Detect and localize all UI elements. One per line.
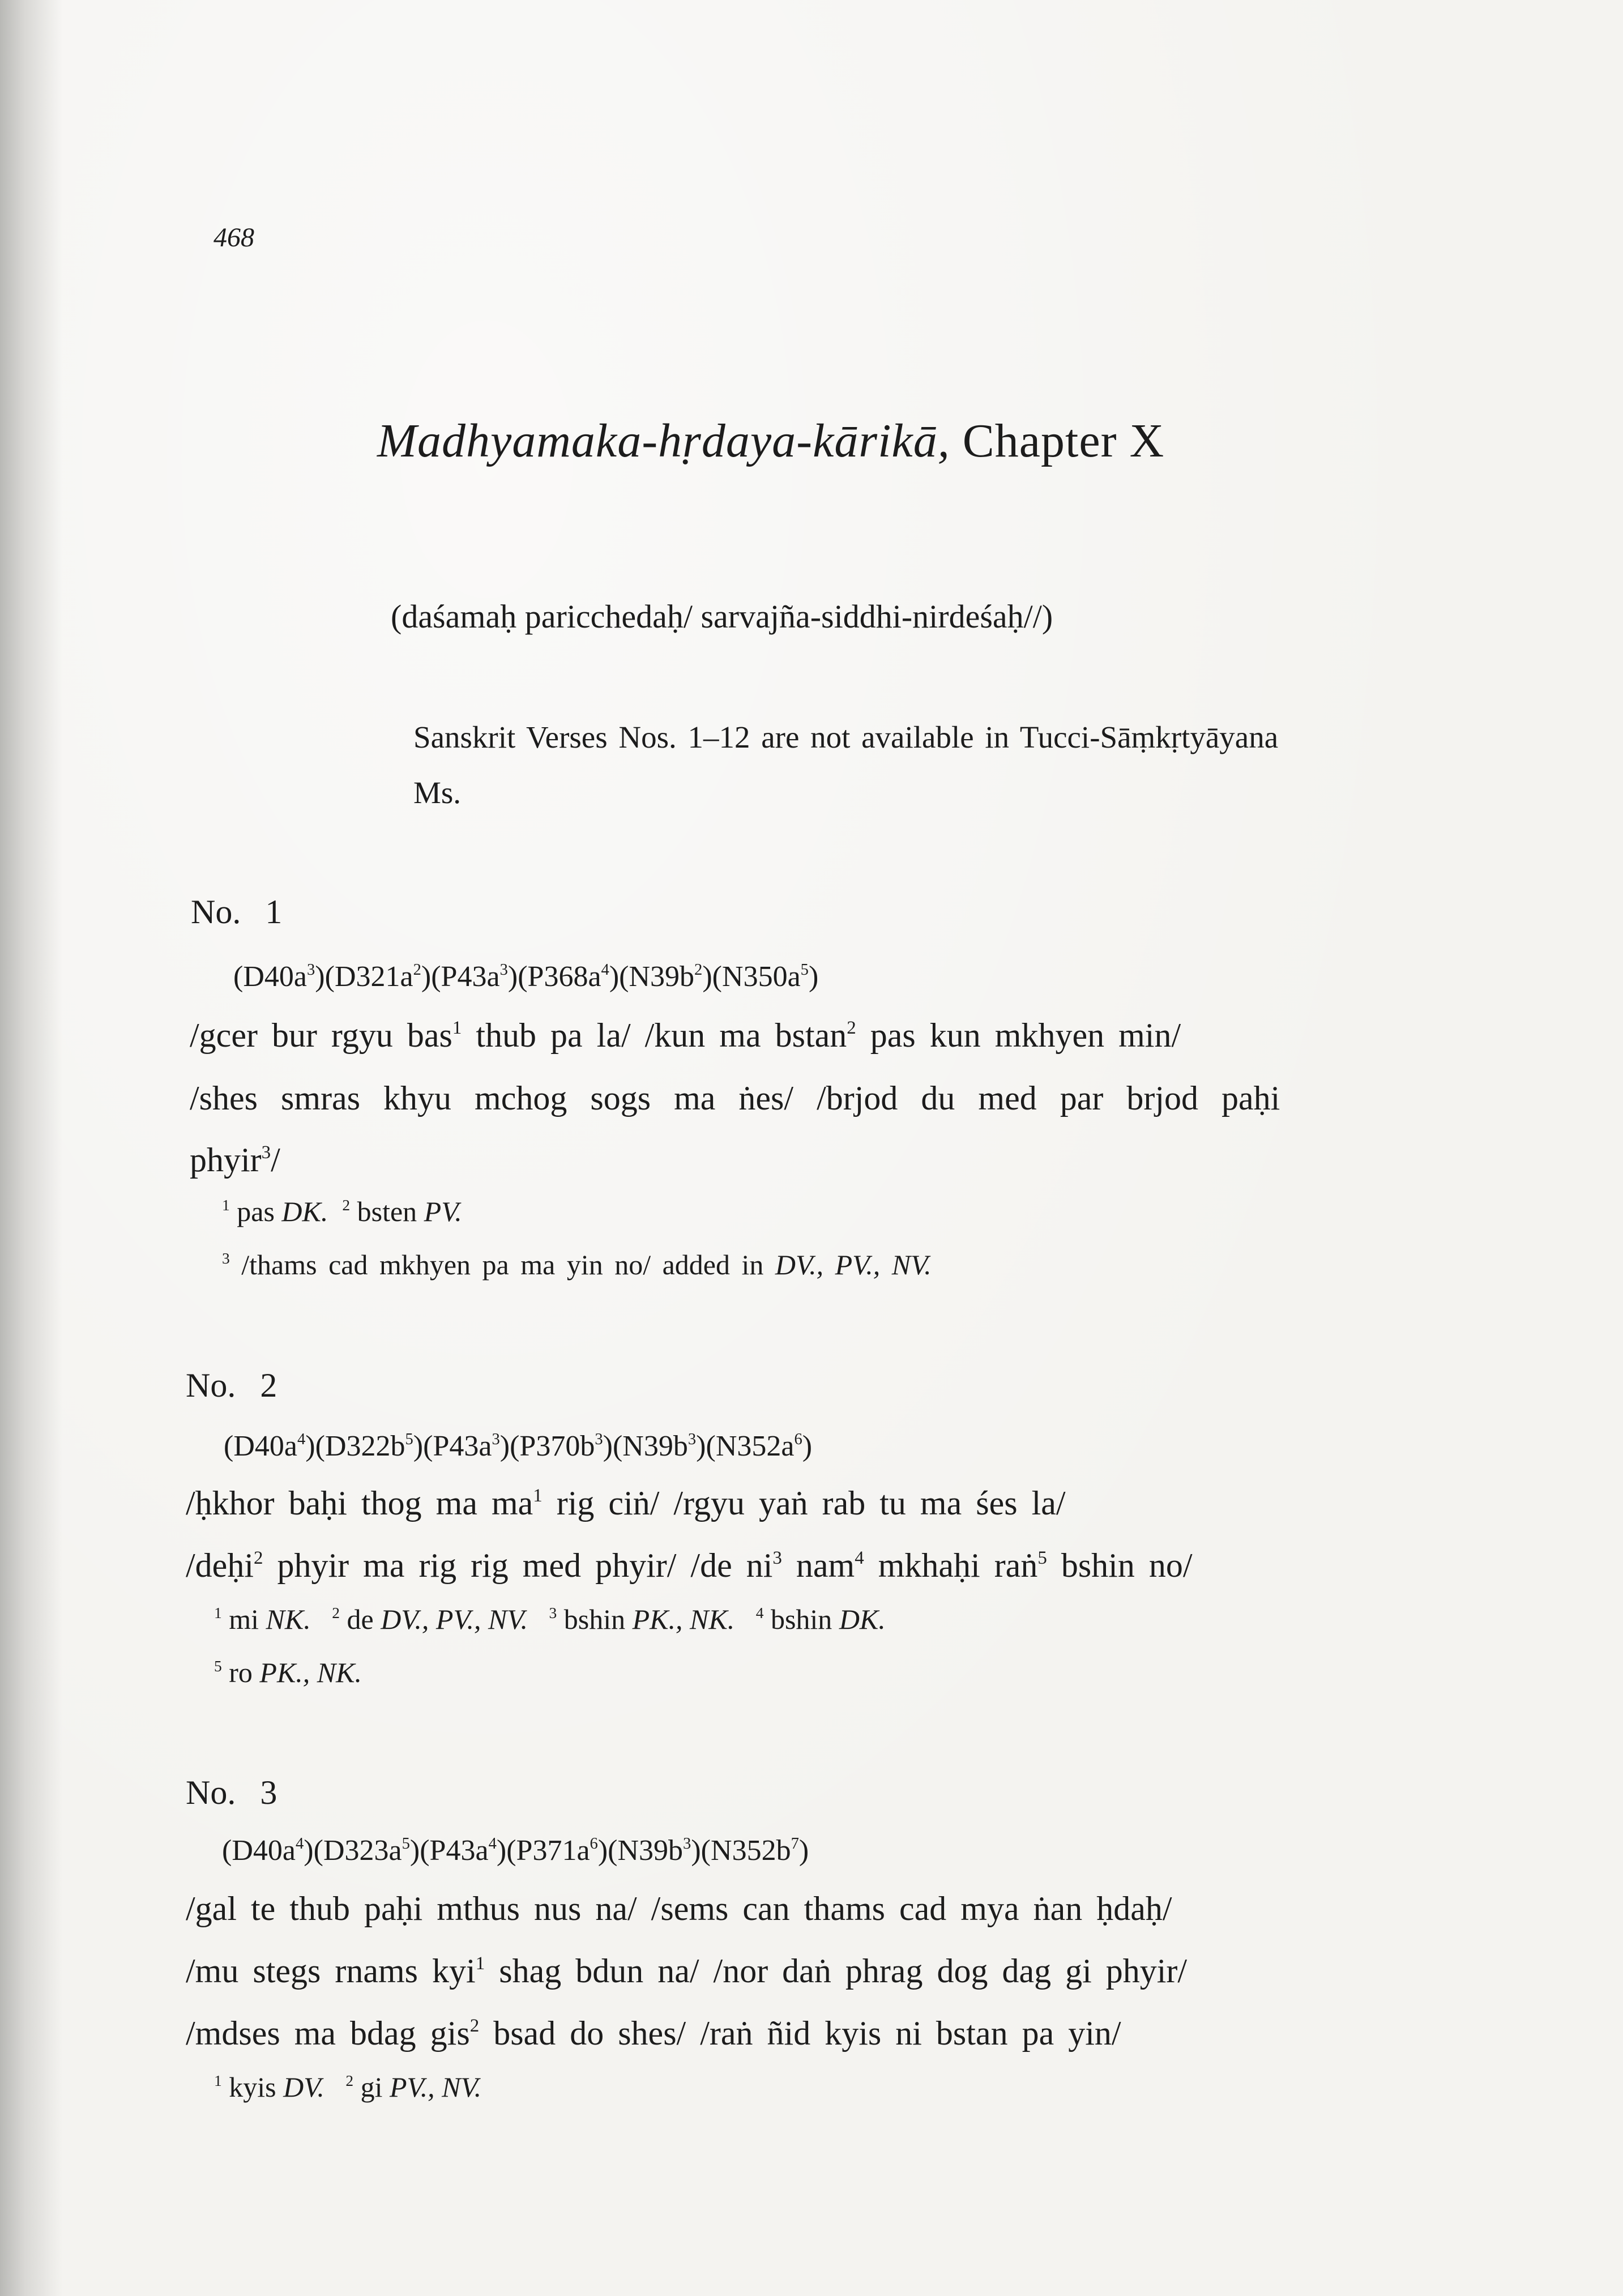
availability-note-line1: Sanskrit Verses Nos. 1–12 are not available in Tucci-Sāṃkṛtyāyana — [413, 720, 1279, 754]
verse-1-line-1: /gcer bur rgyu bas$^1$ thub pa la/ /kun ma bstan$^2$ pas kun mkhyen min/ — [190, 1017, 1181, 1054]
verse-3-line-2: /mu stegs rnams kyi$^1$ shag bdun na/ /nor daṅ phrag dog dag gi phyir/ — [186, 1952, 1188, 1990]
verse-1-footnote-2: $^3$ /thams cad mkhyen pa ma yin no/ added in DV., PV., NV. — [222, 1249, 932, 1281]
verse-2-line-2: /deḥi$^2$ phyir ma rig rig med phyir/ /de $ni^3$ nam$^4$ mkhaḥi raṅ$^5$ bshin no/ — [186, 1547, 1193, 1584]
chapter-subtitle: (daśamaḥ paricchedaḥ/ sarvajña-siddhi-nirdeśaḥ//) — [391, 598, 1053, 635]
verse-3-refs: $(D40a^4)(D323a^5)(P43a^4)(P371a^6)(N39b^3)(N352b^7)$ — [222, 1834, 809, 1867]
chapter-title — [377, 413, 1164, 468]
verse-1-line-3: phyir$^3$/ — [190, 1141, 280, 1179]
verse-1-line-2: /shes smras khyu mchog sogs ma ṅes/ /brjod du med par brjod paḥi — [190, 1079, 1280, 1117]
verse-2-label: No. 2 — [186, 1367, 277, 1404]
verse-3-label: No. 3 — [186, 1774, 277, 1811]
verse-3-line-3: /mdses ma bdag gis$^2$ bsad do shes/ /raṅ ñid kyis ni bstan pa yin/ — [186, 2015, 1121, 2052]
verse-3-line-1: /gal te thub paḥi mthus nus na/ /sems can thams cad mya ṅan ḥdaḥ/ — [186, 1890, 1172, 1927]
chapter-title-italic: Madhyamaka-hṛdaya-kārikā, — [377, 415, 950, 467]
verse-2-refs: $(D40a^4)(D322b^5)(P43a^3)(P370b^3)(N39b^3)(N352a^6)$ — [224, 1430, 813, 1462]
verse-1-footnote-1: $^1$ pas DK. $^2$ bsten PV. — [222, 1196, 462, 1227]
verse-2-footnote-2: $^5$ ro PK., NK. — [214, 1657, 362, 1688]
scan-edge-shadow — [0, 0, 62, 2296]
verse-1-refs: $(D40a^3)(D321a^2)(P43a^3)(P368a^4)(N39b^2)(N350a^5)$ — [233, 961, 819, 993]
verse-3-footnote-1: $^1$ kyis DV. $^2$ gi PV., NV. — [214, 2071, 482, 2103]
availability-note-line2: Ms. — [413, 775, 462, 810]
page-number: 468 — [213, 223, 254, 253]
chapter-title-plain: Chapter X — [950, 415, 1165, 467]
verse-1-label: No. 1 — [191, 893, 283, 931]
verse-2-footnote-1: $^1$ mi NK. $^2$ de DV., PV., NV. $^3$ bshin PK., NK. $^4$ bshin DK. — [214, 1603, 886, 1635]
verse-2-line-1: /ḥkhor baḥi thog ma $ma^1$ rig ciṅ/ /rgyu yaṅ rab tu ma śes la/ — [186, 1484, 1066, 1522]
